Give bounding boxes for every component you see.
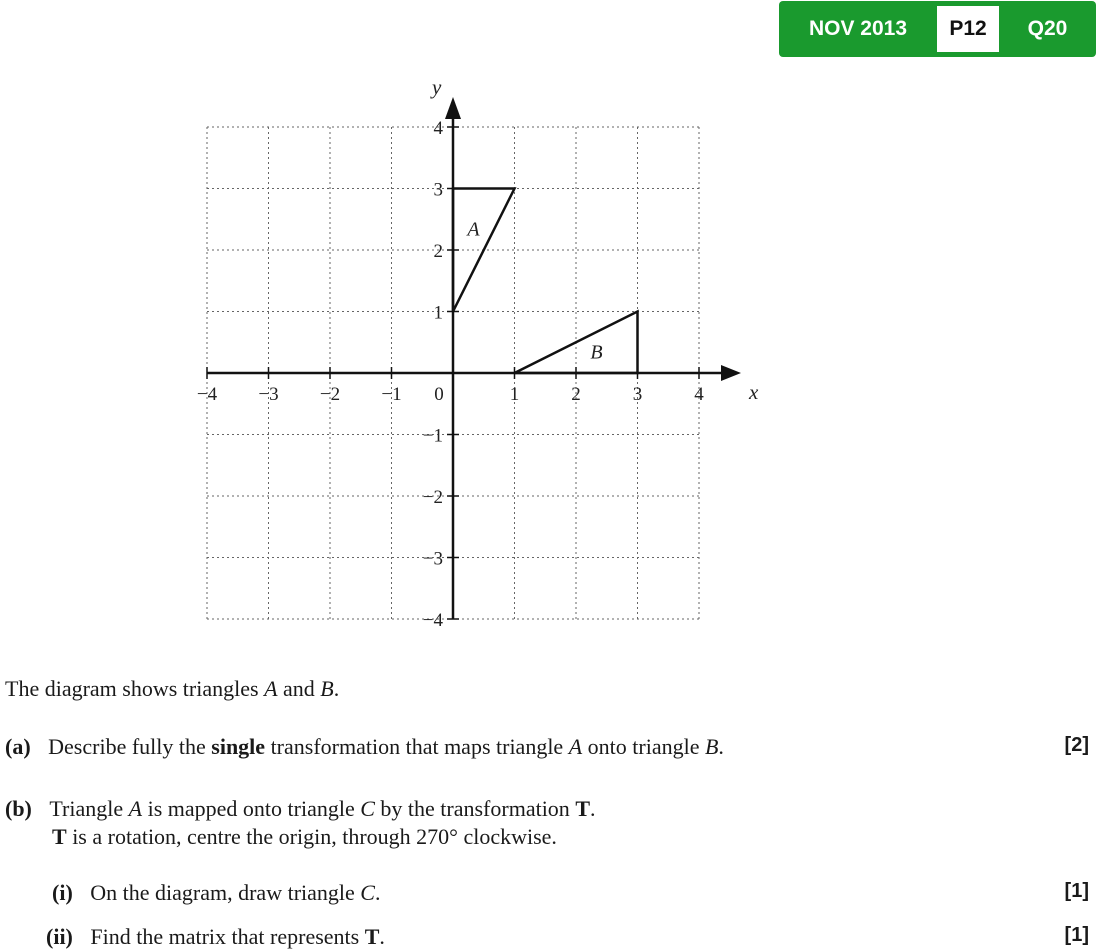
badge-session: NOV 2013	[808, 17, 908, 40]
y-tick-label: −4	[422, 610, 443, 631]
part-b-ii-marks: [1]	[1064, 924, 1089, 946]
badge-paper: P12	[937, 6, 999, 52]
y-axis-label: y	[432, 75, 442, 99]
y-tick-label: 4	[433, 118, 443, 139]
part-b-i: (i) On the diagram, draw triangle C. [1]	[52, 880, 1089, 905]
part-b-i-marks: [1]	[1064, 880, 1089, 902]
question-intro: The diagram shows triangles A and B.	[5, 676, 340, 701]
part-b: (b) Triangle A is mapped onto triangle C by the transformation T.	[5, 796, 596, 821]
x-tick-label: 4	[694, 384, 704, 405]
x-tick-label: 2	[571, 384, 581, 405]
y-axis-arrow-icon	[445, 97, 461, 119]
part-b-ii-label: (ii)	[46, 924, 73, 949]
y-tick-label: −1	[422, 425, 443, 447]
part-a-label: (a)	[5, 734, 31, 759]
part-b-label: (b)	[5, 796, 32, 821]
x-axis-label: x	[749, 380, 759, 404]
x-tick-label: −2	[319, 384, 341, 405]
x-tick-label: 0	[434, 384, 444, 405]
part-b-i-label: (i)	[52, 880, 73, 905]
y-tick-label: 3	[433, 179, 443, 201]
triangle-b-label: B	[590, 341, 603, 364]
triangle-a-label: A	[467, 218, 480, 241]
y-tick-label: −2	[422, 487, 443, 508]
x-axis-arrow-icon	[721, 365, 741, 381]
part-b-line2: T is a rotation, centre the origin, through 270° clockwise.	[52, 824, 557, 849]
x-tick-label: 3	[632, 384, 643, 405]
y-tick-label: 2	[433, 241, 443, 262]
x-tick-label: 1	[509, 384, 520, 405]
part-a: (a) Describe fully the single transformation that maps triangle A onto triangle B. [2]	[5, 734, 1089, 759]
part-b-ii: (ii) Find the matrix that represents T. [1]	[46, 924, 1089, 949]
y-tick-label: −3	[422, 548, 443, 570]
badge-question: Q20	[1027, 17, 1068, 40]
x-tick-label: −3	[258, 384, 279, 405]
y-tick-label: 1	[433, 302, 443, 324]
x-tick-label: −4	[196, 384, 218, 405]
part-a-marks: [2]	[1064, 734, 1089, 756]
x-tick-label: −1	[381, 384, 402, 405]
